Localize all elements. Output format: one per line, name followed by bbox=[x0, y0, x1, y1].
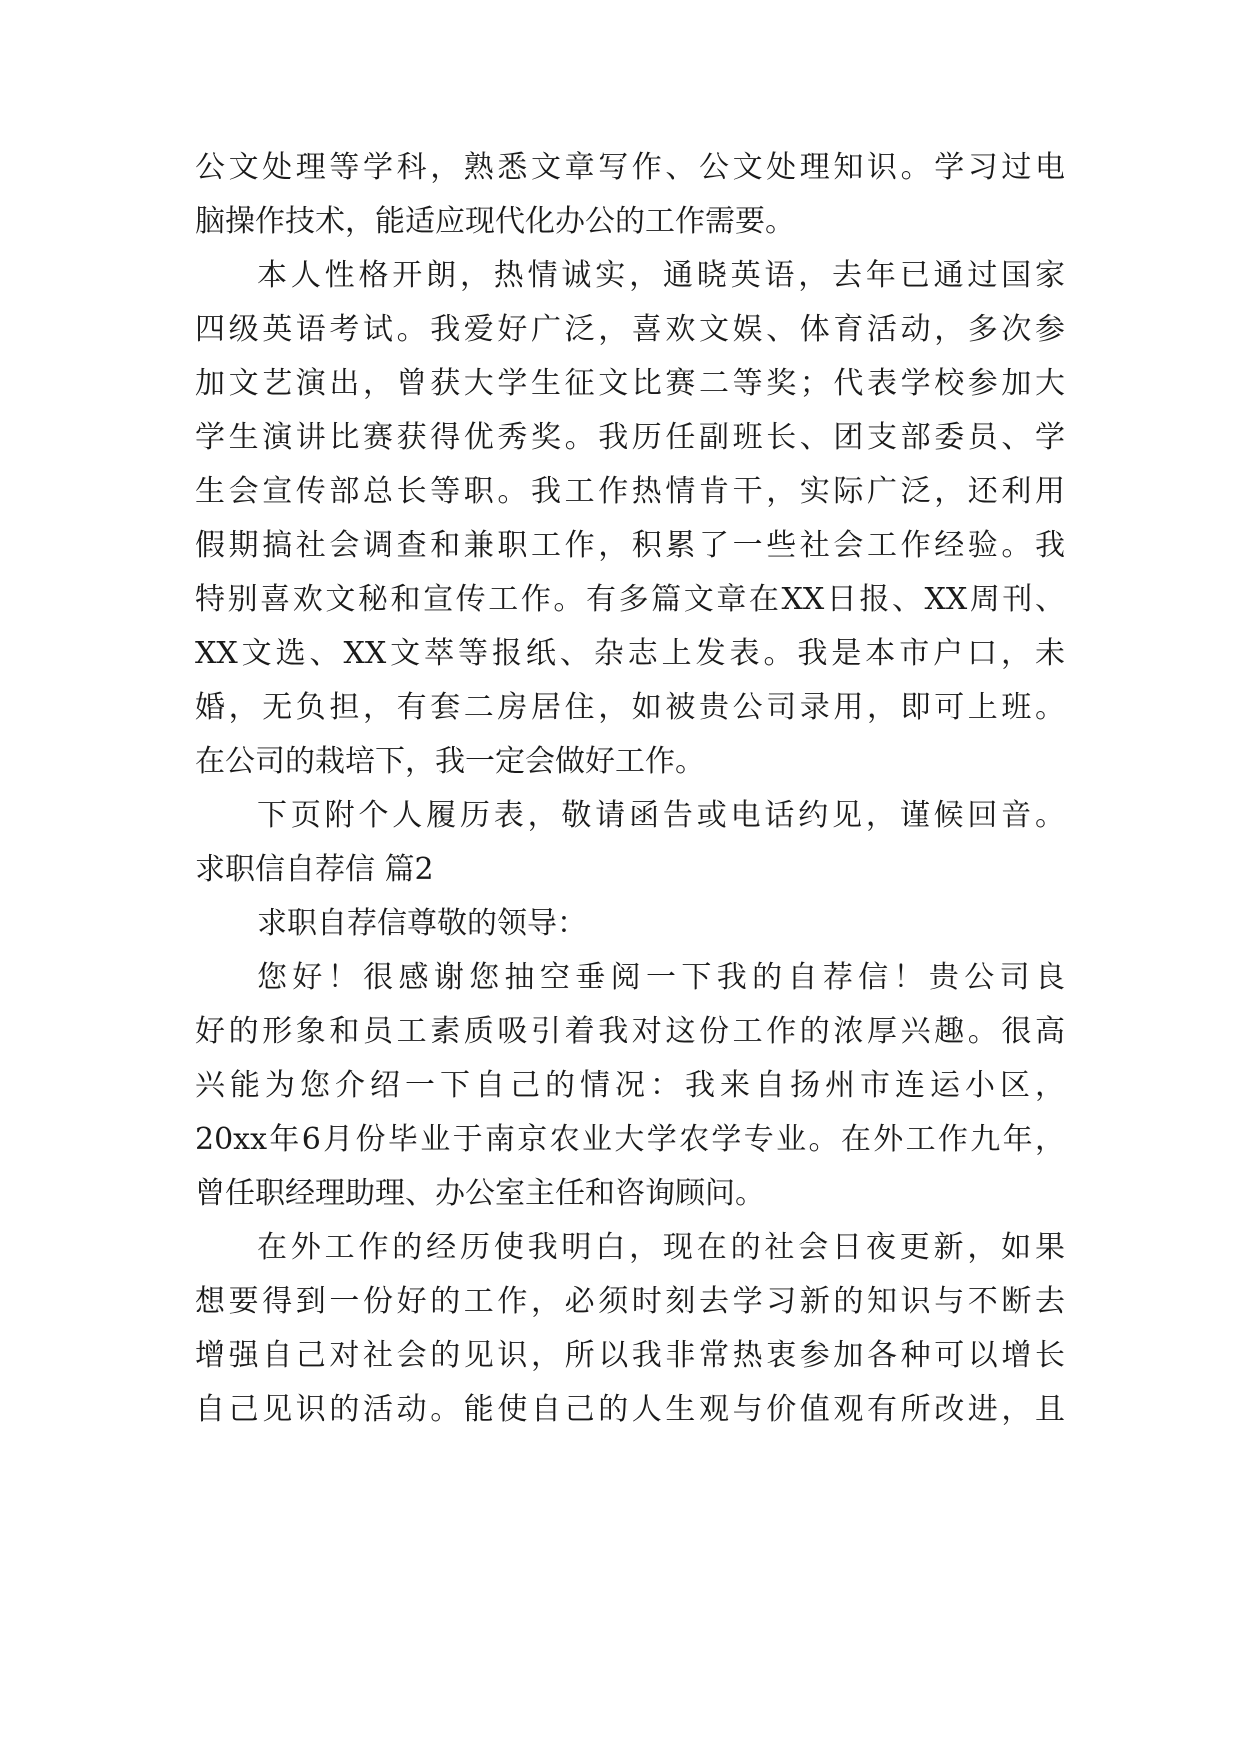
text-line: 加文艺演出，曾获大学生征文比赛二等奖；代表学校参加大 bbox=[195, 366, 1065, 401]
text-line: 假期搞社会调查和兼职工作，积累了一些社会工作经验。我 bbox=[195, 528, 1065, 563]
text-line: 脑操作技术，能适应现代化办公的工作需要。 bbox=[195, 204, 795, 239]
text-line: 好的形象和员工素质吸引着我对这份工作的浓厚兴趣。很高 bbox=[195, 1014, 1065, 1049]
salutation: 求职自荐信尊敬的领导： bbox=[257, 906, 587, 941]
text-line: 曾任职经理助理、办公室主任和咨询顾问。 bbox=[195, 1176, 765, 1211]
text-line: 本人性格开朗，热情诚实，通晓英语，去年已通过国家 bbox=[257, 258, 1065, 293]
text-line: 特别喜欢文秘和宣传工作。有多篇文章在XX日报、XX周刊、 bbox=[195, 582, 1065, 617]
text-line: 兴能为您介绍一下自己的情况：我来自扬州市连运小区， bbox=[195, 1068, 1065, 1103]
section-heading: 求职信自荐信 篇2 bbox=[195, 852, 434, 887]
text-line: 下页附个人履历表，敬请函告或电话约见，谨候回音。 bbox=[257, 798, 1065, 833]
text-line: 学生演讲比赛获得优秀奖。我历任副班长、团支部委员、学 bbox=[195, 420, 1065, 455]
text-line: 生会宣传部总长等职。我工作热情肯干，实际广泛，还利用 bbox=[195, 474, 1065, 509]
text-line: 四级英语考试。我爱好广泛，喜欢文娱、体育活动，多次参 bbox=[195, 312, 1065, 347]
text-line: 增强自己对社会的见识，所以我非常热衷参加各种可以增长 bbox=[195, 1338, 1065, 1373]
text-line: 想要得到一份好的工作，必须时刻去学习新的知识与不断去 bbox=[195, 1284, 1065, 1319]
text-line: XX文选、XX文萃等报纸、杂志上发表。我是本市户口，未 bbox=[195, 636, 1065, 671]
text-line: 在公司的栽培下，我一定会做好工作。 bbox=[195, 744, 705, 779]
text-line: 自己见识的活动。能使自己的人生观与价值观有所改进，且 bbox=[195, 1392, 1065, 1427]
text-line: 在外工作的经历使我明白，现在的社会日夜更新，如果 bbox=[257, 1230, 1065, 1265]
text-line: 您好！很感谢您抽空垂阅一下我的自荐信！贵公司良 bbox=[257, 960, 1065, 995]
text-line: 20xx年6月份毕业于南京农业大学农学专业。在外工作九年， bbox=[195, 1122, 1065, 1157]
text-line: 婚，无负担，有套二房居住，如被贵公司录用，即可上班。 bbox=[195, 690, 1065, 725]
text-line: 公文处理等学科，熟悉文章写作、公文处理知识。学习过电 bbox=[195, 150, 1065, 185]
